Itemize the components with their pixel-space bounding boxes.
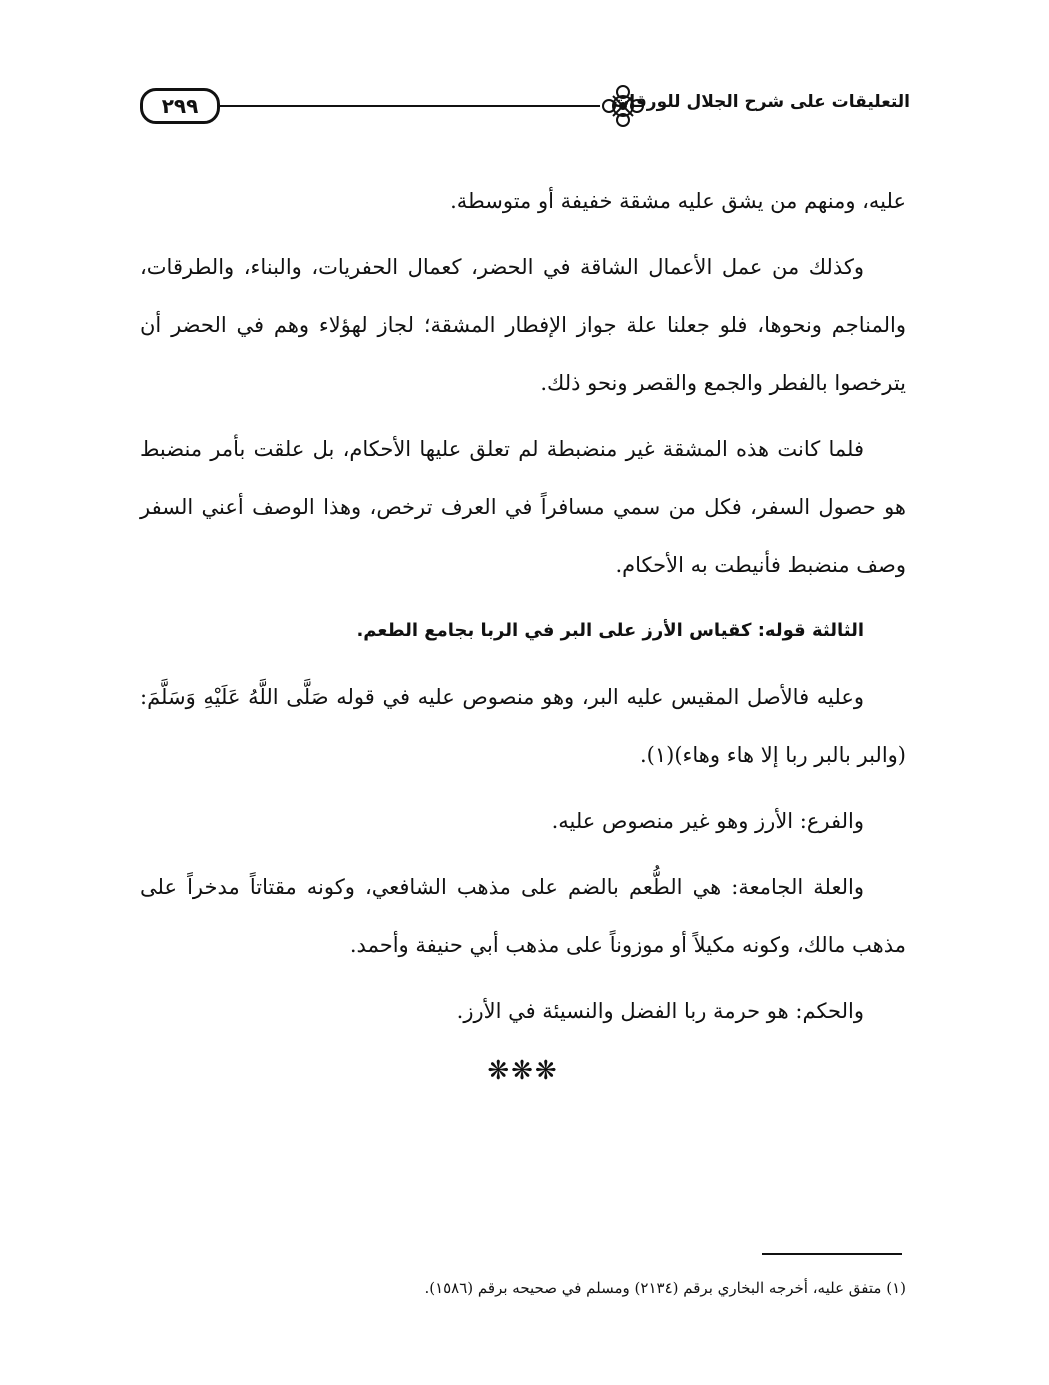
main-text xyxy=(140,172,906,1100)
footnote: (١) متفق عليه، أخرجه البخاري برقم (٢١٣٤) ومسلم في صحيحه برقم (١٥٨٦). xyxy=(424,1279,906,1297)
page-number: ٢٩٩ xyxy=(140,88,220,124)
section-separator: ❋❋❋ xyxy=(487,1056,559,1086)
running-title: التعليقات على شرح الجلال للورقات xyxy=(612,92,910,112)
section-heading: الثالثة قوله: كقياس الأرز على البر في الربا بجامع الطعم. xyxy=(356,620,864,641)
footnote-rule xyxy=(762,1253,902,1255)
paragraph: والحكم: هو حرمة ربا الفضل والنسيئة في الأرز. xyxy=(456,999,864,1023)
paragraph: فلما كانت هذه المشقة غير منضبطة لم تعلق عليها الأحكام، بل علقت بأمر منضبط هو حصول السفر، فكل من سمي مسافراً في العرف ترخص، وهذا الوصف أعني السفر وصف منضبط فأنيطت به الأحكام. xyxy=(140,437,906,577)
paragraph: وعليه فالأصل المقيس عليه البر، وهو منصوص عليه في قوله صَلَّى اللَّهُ عَلَيْهِ وَسَلَّمَ: (والبر بالبر ربا إلا هاء وهاء)(١). xyxy=(140,685,906,767)
paragraph: وكذلك من عمل الأعمال الشاقة في الحضر، كعمال الحفريات، والبناء، والطرقات، والمناجم ونحوها، فلو جعلنا علة جواز الإفطار المشقة؛ لجاز لهؤلاء وهم في الحضر أن يترخصوا بالفطر والجمع والقصر ونحو ذلك. xyxy=(140,255,906,395)
header-rule xyxy=(220,105,600,107)
page-header xyxy=(140,78,910,138)
paragraph: والفرع: الأرز وهو غير منصوص عليه. xyxy=(551,809,864,833)
paragraph-continuation: عليه، ومنهم من يشق عليه مشقة خفيفة أو متوسطة. xyxy=(450,189,906,213)
paragraph: والعلة الجامعة: هي الطُّعم بالضم على مذهب الشافعي، وكونه مقتاتاً مدخراً على مذهب مالك، وكونه مكيلاً أو موزوناً على مذهب أبي حنيفة وأحمد. xyxy=(140,875,906,957)
